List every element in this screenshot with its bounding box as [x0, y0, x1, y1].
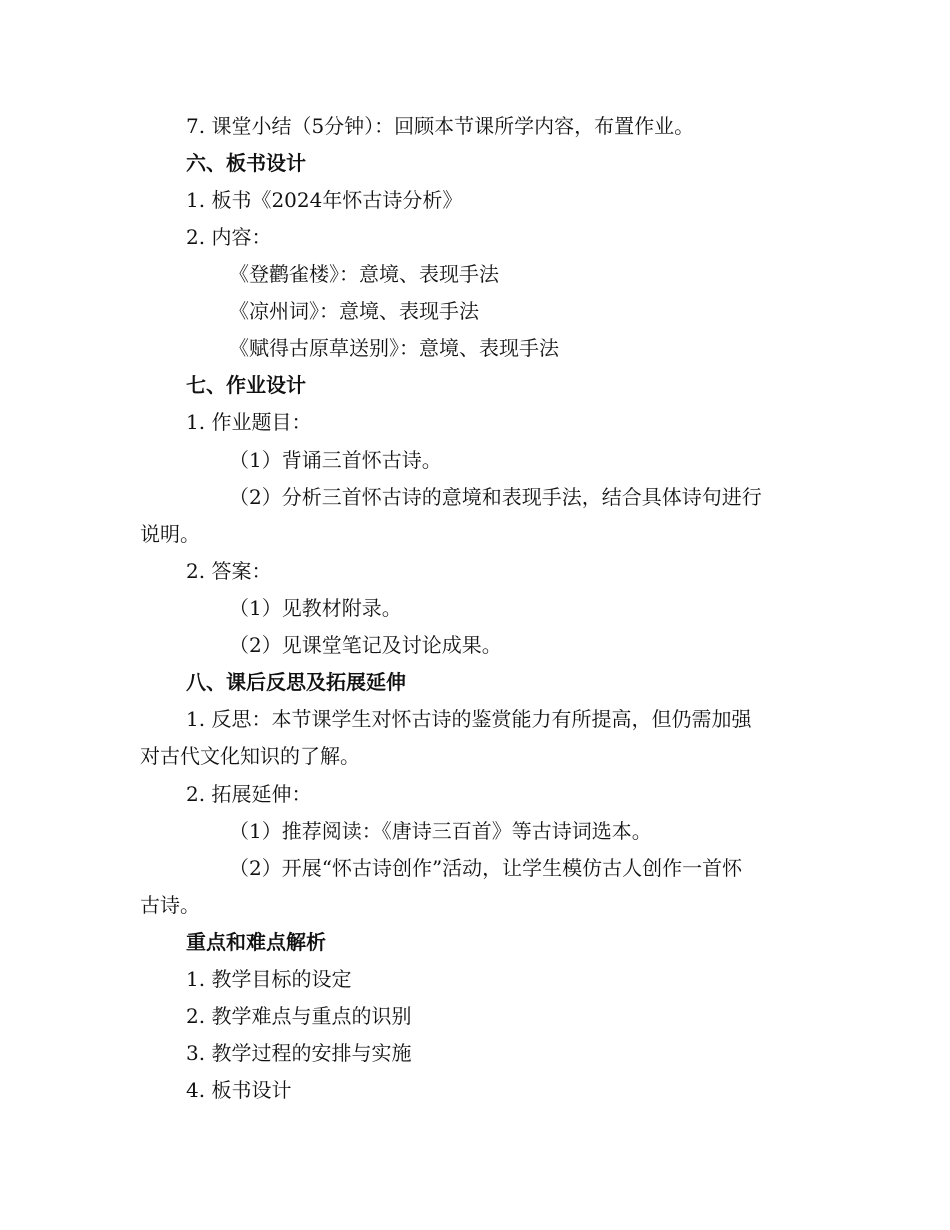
section-heading-blackboard: 六、板书设计 [186, 151, 306, 175]
section-heading-homework: 七、作业设计 [186, 373, 306, 397]
sub-item: （1）见教材附录。 [229, 596, 402, 620]
list-item: 1. 教学目标的设定 [186, 967, 352, 991]
list-item: 1. 作业题目： [186, 410, 312, 434]
sub-item: （1）背诵三首怀古诗。 [229, 448, 442, 472]
list-item: 2. 答案： [186, 559, 272, 583]
list-item: 3. 教学过程的安排与实施 [186, 1041, 412, 1065]
list-item: 2. 内容： [186, 225, 272, 249]
continuation-line: 对古代文化知识的了解。 [140, 744, 360, 768]
sub-item: （1）推荐阅读：《唐诗三百首》等古诗词选本。 [229, 819, 652, 843]
content-line: 《凉州词》：意境、表现手法 [229, 299, 479, 323]
continuation-line: 古诗。 [140, 893, 200, 917]
list-item: 1. 反思：本节课学生对怀古诗的鉴赏能力有所提高，但仍需加强 [186, 707, 752, 731]
section-heading-key-points: 重点和难点解析 [186, 930, 326, 954]
sub-item: （2）分析三首怀古诗的意境和表现手法，结合具体诗句进行 [229, 485, 762, 509]
list-item: 1. 板书《2024年怀古诗分析》 [186, 188, 463, 212]
sub-item: （2）开展“怀古诗创作”活动，让学生模仿古人创作一首怀 [229, 856, 743, 880]
summary-item-7: 7. 课堂小结（5分钟）：回顾本节课所学内容，布置作业。 [186, 114, 695, 138]
section-heading-reflection: 八、课后反思及拓展延伸 [186, 670, 406, 694]
list-item: 2. 拓展延伸： [186, 782, 312, 806]
list-item: 2. 教学难点与重点的识别 [186, 1004, 412, 1028]
list-item: 4. 板书设计 [186, 1078, 292, 1102]
continuation-line: 说明。 [140, 522, 200, 546]
content-line: 《赋得古原草送别》：意境、表现手法 [229, 336, 559, 360]
content-line: 《登鹳雀楼》：意境、表现手法 [229, 262, 499, 286]
sub-item: （2）见课堂笔记及讨论成果。 [229, 633, 502, 657]
